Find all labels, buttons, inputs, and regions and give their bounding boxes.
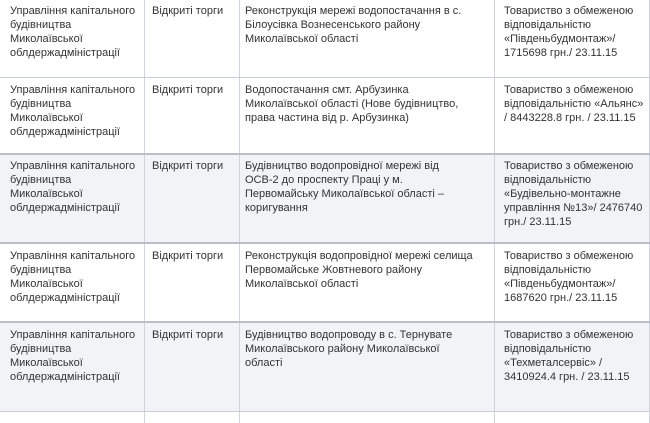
subject-line: області <box>245 357 283 369</box>
winner-cell <box>495 323 650 411</box>
subject-cell <box>240 323 495 411</box>
subject-text <box>240 83 494 125</box>
subject-line: Водопостачання смт. Арбузинка <box>245 84 409 96</box>
winner-cell <box>495 244 650 321</box>
procedure-cell <box>145 155 240 242</box>
subject-line: Миколаївської області (Нове будівництво, <box>245 98 459 110</box>
subject-line: Первомайську Миколаївської області – <box>245 188 444 200</box>
subject-line: Миколаївської області <box>245 33 359 45</box>
subject-cell <box>240 78 495 153</box>
table-row <box>0 323 650 411</box>
subject-line: Будівництво водопровідної мережі від <box>245 160 439 172</box>
winner-cell <box>495 155 650 242</box>
department-cell <box>0 0 145 77</box>
winner-text: Товариство з обмеженою відповідальністю «Південьбудмонтаж»/ 1687620 грн./ 23.11.15 <box>504 250 634 304</box>
subject-line: Будівництво водопроводу в с. Тернувате <box>245 329 453 341</box>
winner-cell <box>495 78 650 153</box>
table-row <box>0 412 650 423</box>
winner-text: Товариство з обмеженою відповідальністю «Альянс» / 8443228.8 грн. / 23.11.15 <box>504 84 644 124</box>
procedure-cell <box>145 323 240 411</box>
department-text: Управління капітального будівництва Миколаївської облдержадміністрації <box>10 250 136 304</box>
procedure-text: Відкриті торги <box>152 250 224 262</box>
subject-line: коригування <box>245 202 308 214</box>
department-cell <box>0 323 145 411</box>
winner-text: Товариство з обмеженою відповідальністю «Південьбудмонтаж»/ 1715698 грн./ 23.11.15 <box>504 5 634 59</box>
table-row <box>0 244 650 321</box>
procedure-cell <box>145 412 240 423</box>
department-text: Управління капітального будівництва Миколаївської облдержадміністрації <box>10 329 136 383</box>
subject-cell <box>240 244 495 321</box>
subject-cell <box>240 155 495 242</box>
subject-line: ОСВ-2 до проспекту Праці у м. <box>245 174 403 186</box>
department-text: Управління капітального будівництва Миколаївської облдержадміністрації <box>10 84 136 138</box>
subject-line: Реконструкція водопровідної мережі селища <box>245 250 473 262</box>
subject-line: Реконструкція мережі водопостачання в с. <box>245 5 462 17</box>
winner-text: Товариство з обмеженою відповідальністю «Будівельно-монтажне управління №13»/ 2476740 грн./ 23.11.15 <box>504 160 643 228</box>
subject-text <box>240 328 494 370</box>
subject-line: Білоусівка Вознесенського району <box>245 19 421 31</box>
subject-text <box>240 249 494 291</box>
table-row <box>0 0 650 77</box>
winner-cell <box>495 0 650 77</box>
procedure-text: Відкриті торги <box>152 84 224 96</box>
subject-cell <box>240 412 495 423</box>
subject-line: Первомайське Жовтневого району <box>245 264 422 276</box>
procedure-text: Відкриті торги <box>152 329 224 341</box>
procedure-cell <box>145 244 240 321</box>
procedure-cell <box>145 0 240 77</box>
subject-text <box>240 4 494 46</box>
department-text: Управління капітального будівництва Миколаївської облдержадміністрації <box>10 5 136 59</box>
subject-text <box>240 159 494 215</box>
subject-line: Миколаївської області <box>245 278 359 290</box>
winner-cell <box>495 412 650 423</box>
department-cell <box>0 244 145 321</box>
procedure-text: Відкриті торги <box>152 160 224 172</box>
department-cell <box>0 412 145 423</box>
subject-cell <box>240 0 495 77</box>
department-text: Управління капітального будівництва Миколаївської облдержадміністрації <box>10 160 136 214</box>
procedure-text: Відкриті торги <box>152 5 224 17</box>
department-cell <box>0 78 145 153</box>
subject-line: Миколаївського району Миколаївської <box>245 343 440 355</box>
department-cell <box>0 155 145 242</box>
table-row <box>0 155 650 242</box>
subject-line: права частина від р. Арбузинка) <box>245 112 409 124</box>
procedure-cell <box>145 78 240 153</box>
table-row <box>0 78 650 153</box>
winner-text: Товариство з обмеженою відповідальністю «Техметалсервіс» / 3410924.4 грн. / 23.11.15 <box>504 329 634 383</box>
